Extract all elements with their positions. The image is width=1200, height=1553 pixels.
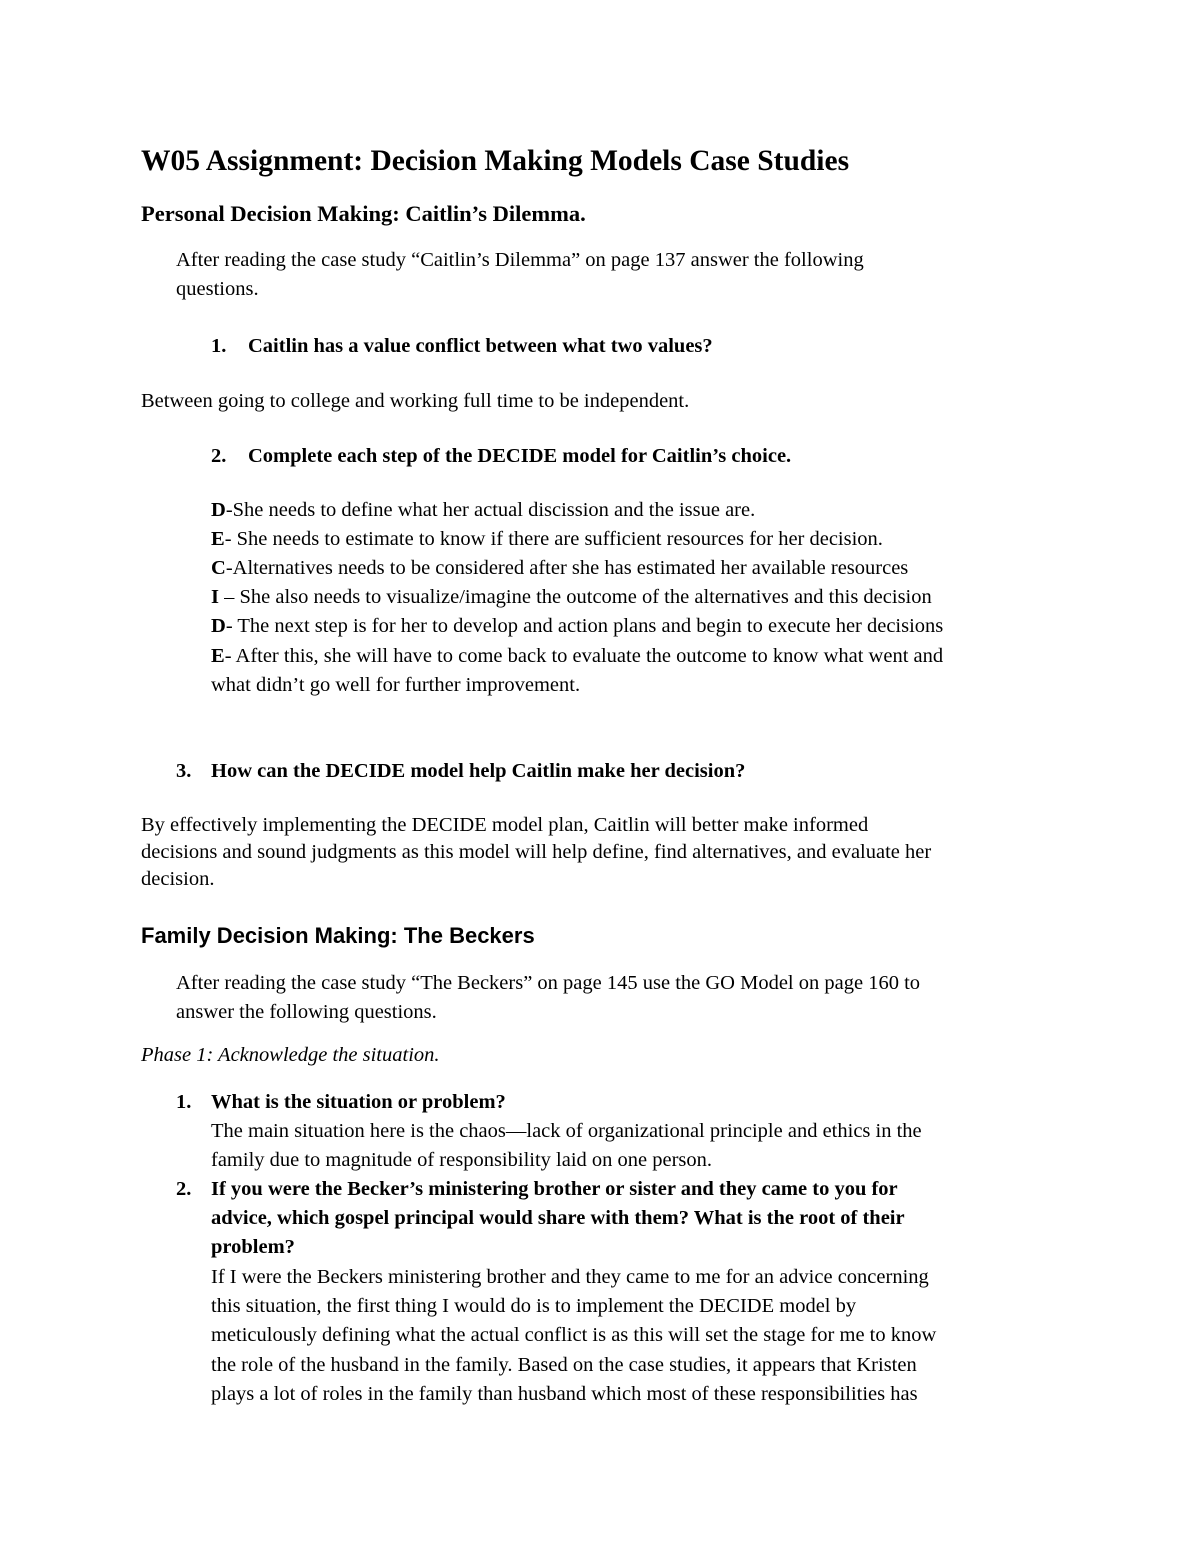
phase-label: Phase 1: Acknowledge the situation.	[141, 1044, 440, 1066]
question-1-answer: Between going to college and working full time to be independent.	[141, 390, 690, 412]
step-text: -Alternatives needs to be considered after she has estimated her available resources	[225, 557, 909, 579]
question-number: 1.	[211, 335, 227, 357]
page-title: W05 Assignment: Decision Making Models Case Studies	[141, 145, 850, 177]
question-1-text: Caitlin has a value conflict between what two values?	[248, 335, 713, 357]
section1-intro-line-1: After reading the case study “Caitlin’s Dilemma” on page 137 answer the following	[176, 249, 864, 271]
phase-question-2-answer-line-4: the role of the husband in the family. Based on the case studies, it appears that Kristen	[211, 1354, 917, 1376]
decide-step-d	[211, 496, 755, 525]
phase-question-1-answer-line-2: family due to magnitude of responsibility laid on one person.	[211, 1149, 713, 1171]
step-letter: E	[211, 528, 225, 550]
decide-step-e	[211, 525, 883, 554]
step-text: -She needs to define what her actual discission and the issue are.	[225, 499, 756, 521]
step-text: - The next step is for her to develop and action plans and begin to execute her decisions	[225, 615, 944, 637]
phase-question-2-answer-line-2: this situation, the first thing I would do is to implement the DECIDE model by	[211, 1295, 857, 1317]
step-letter: I	[211, 586, 219, 608]
step-text: - She needs to estimate to know if there are sufficient resources for her decision.	[224, 528, 883, 550]
step-letter: D	[211, 615, 226, 637]
question-2-text: Complete each step of the DECIDE model for Caitlin’s choice.	[248, 445, 792, 467]
decide-step-d2	[211, 612, 943, 641]
phase-question-2-answer-line-5: plays a lot of roles in the family than husband which most of these responsibilities has	[211, 1383, 918, 1405]
question-3-answer-line-2: decisions and sound judgments as this model will help define, find alternatives, and evaluate her	[141, 841, 932, 863]
section-heading-personal: Personal Decision Making: Caitlin’s Dilemma.	[141, 201, 586, 226]
decide-step-c	[211, 554, 908, 583]
section1-intro-line-2: questions.	[176, 278, 259, 300]
decide-step-i	[211, 583, 932, 612]
phase-question-2-answer-line-1: If I were the Beckers ministering brother and they came to me for an advice concerning	[211, 1266, 929, 1288]
step-letter: D	[211, 499, 226, 521]
decide-step-e2	[211, 642, 943, 671]
question-3-answer-line-3: decision.	[141, 868, 215, 890]
question-number: 3.	[176, 760, 192, 782]
question-number: 2.	[211, 445, 227, 467]
question-3-text: How can the DECIDE model help Caitlin make her decision?	[211, 760, 746, 782]
phase-question-2-text-line-2: advice, which gospel principal would share with them? What is the root of their	[211, 1207, 905, 1229]
question-number: 2.	[176, 1178, 192, 1200]
phase-question-1-text: What is the situation or problem?	[211, 1091, 506, 1113]
section2-intro-line-2: answer the following questions.	[176, 1001, 437, 1023]
step-text: - After this, she will have to come back to evaluate the outcome to know what went and	[224, 645, 944, 667]
phase-question-2-text-line-3: problem?	[211, 1236, 295, 1258]
phase-question-1-answer-line-1: The main situation here is the chaos—lack of organizational principle and ethics in the	[211, 1120, 922, 1142]
step-letter: C	[211, 557, 226, 579]
phase-question-2-answer-line-3: meticulously defining what the actual conflict is as this will set the stage for me to know	[211, 1324, 937, 1346]
step-letter: E	[211, 645, 225, 667]
decide-step-continuation: what didn’t go well for further improvement.	[211, 674, 581, 696]
question-number: 1.	[176, 1091, 192, 1113]
step-text: – She also needs to visualize/imagine the outcome of the alternatives and this decision	[218, 586, 932, 608]
phase-question-2-text-line-1: If you were the Becker’s ministering brother or sister and they came to you for	[211, 1178, 898, 1200]
section2-intro-line-1: After reading the case study “The Beckers” on page 145 use the GO Model on page 160 to	[176, 972, 921, 994]
question-3-answer-line-1: By effectively implementing the DECIDE model plan, Caitlin will better make informed	[141, 814, 869, 836]
section-heading-family: Family Decision Making: The Beckers	[141, 923, 535, 948]
